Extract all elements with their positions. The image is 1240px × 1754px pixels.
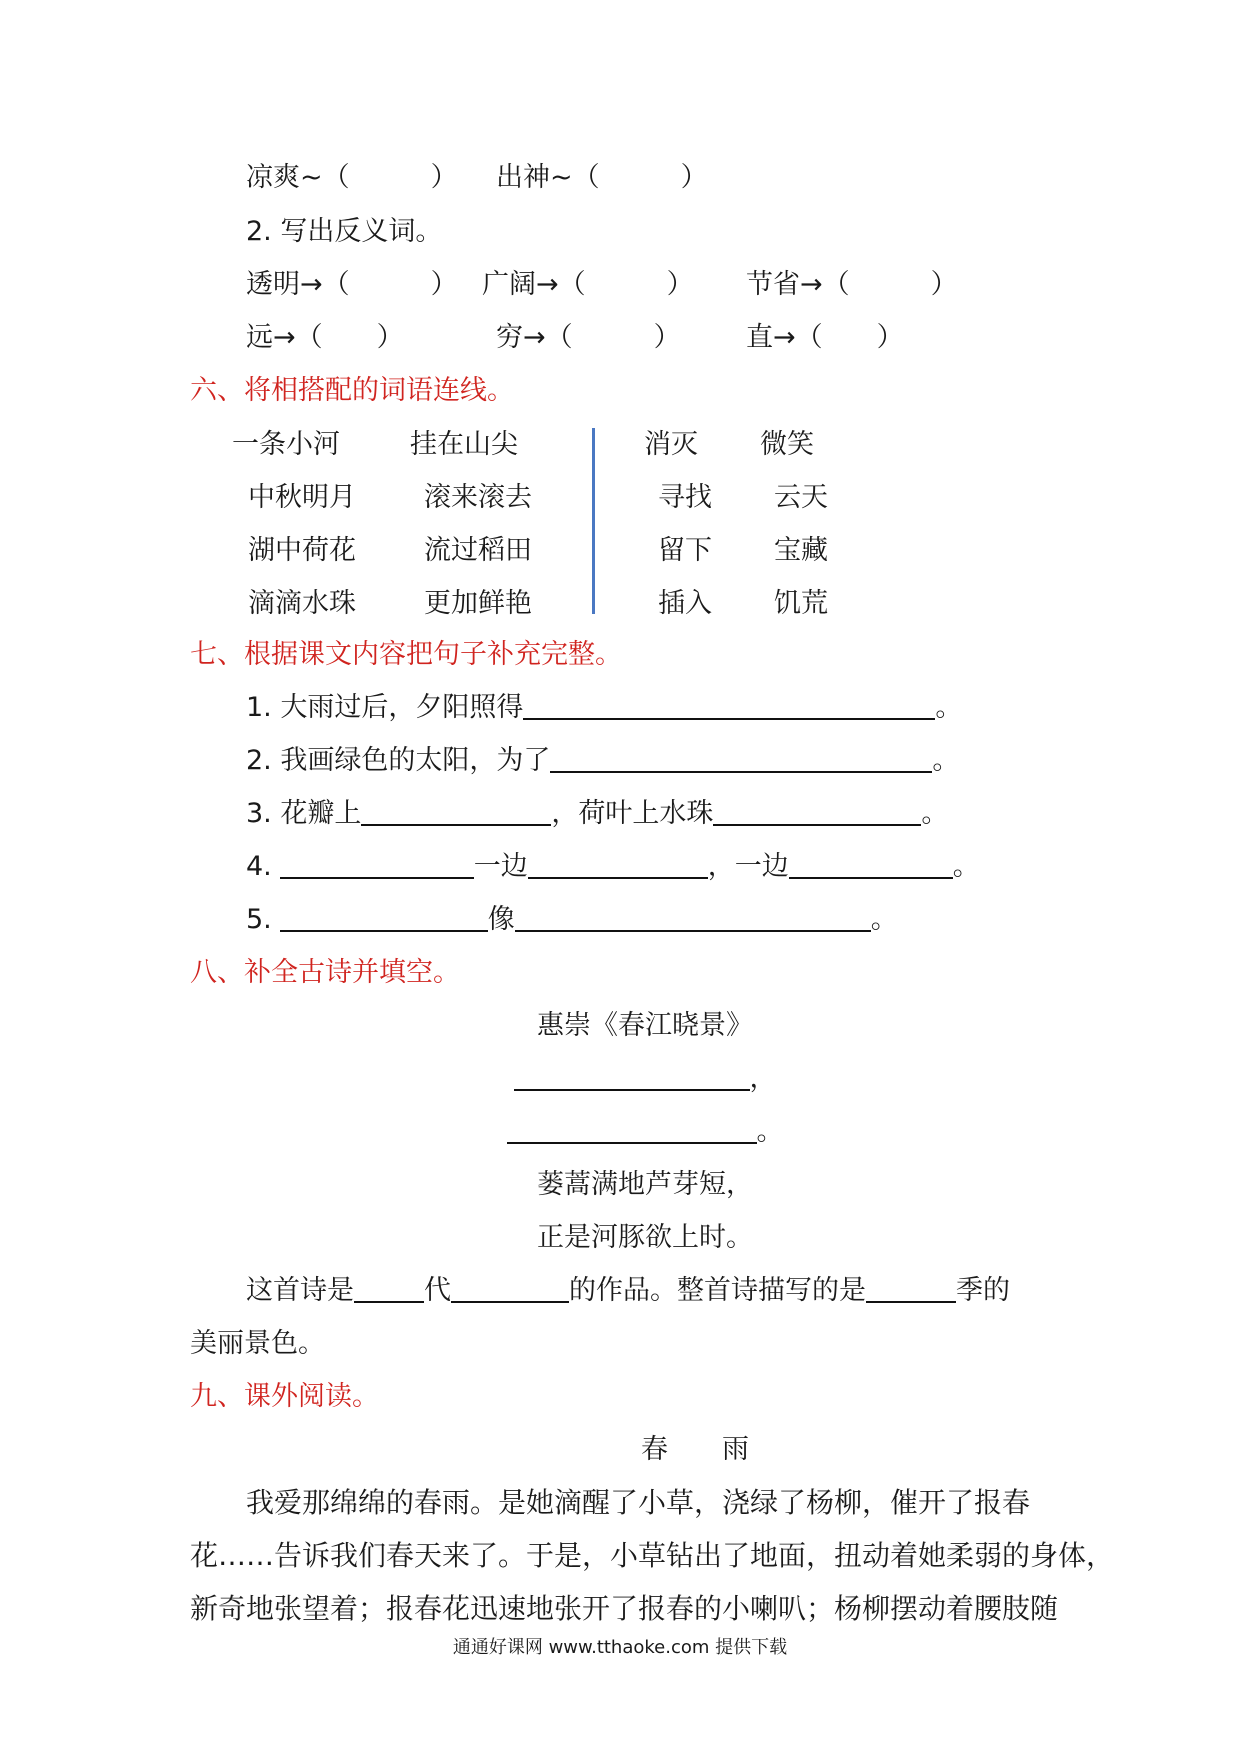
sentence-end: 。 [952, 851, 980, 882]
antonym-item: 直→（ ） [746, 322, 904, 353]
sentence-text: 5. [246, 904, 272, 935]
poem-punct: ， [749, 1063, 777, 1094]
match-word: 寻找 [658, 482, 712, 513]
sentence-end: 。 [921, 798, 949, 829]
antonym-item: 节省→（ ） [746, 269, 958, 300]
match-word: 饥荒 [774, 588, 828, 619]
match-word: 挂在山尖 [410, 429, 518, 460]
match-word: 滚来滚去 [424, 482, 532, 513]
page-footer: 通通好课网 www.tthaoke.com 提供下载 [452, 1637, 788, 1658]
sentence-4 [246, 849, 980, 885]
sentence-5 [246, 902, 898, 938]
question-text: 这首诗是 [246, 1275, 354, 1306]
match-word: 消灭 [644, 429, 698, 460]
sentence-3 [246, 796, 948, 832]
fill-blank[interactable] [550, 747, 932, 773]
section-heading: 七、根据课文内容把句子补充完整。 [190, 639, 622, 670]
fill-blank[interactable] [361, 800, 551, 826]
match-word: 滴滴水珠 [248, 588, 356, 619]
question-text: 代 [424, 1275, 451, 1306]
fill-blank[interactable] [789, 853, 953, 879]
fill-blank[interactable] [515, 906, 871, 932]
question-text: 季的 [956, 1275, 1010, 1306]
synonym-item: 凉爽~（ ） [246, 162, 458, 193]
match-word: 留下 [658, 535, 712, 566]
poem-line-4: 正是河豚欲上时。 [537, 1222, 753, 1253]
poem-question-cont: 美丽景色。 [190, 1328, 325, 1359]
match-word: 流过稻田 [424, 535, 532, 566]
divider-line [592, 428, 595, 614]
match-word: 云天 [774, 482, 828, 513]
poem-title: 惠崇《春江晓景》 [537, 1010, 753, 1041]
question-text: 的作品。整首诗描写的是 [569, 1275, 866, 1306]
sentence-text: 1. 大雨过后，夕阳照得 [246, 692, 524, 723]
sentence-text: 2. 我画绿色的太阳，为了 [246, 745, 551, 776]
antonym-item: 穷→（ ） [496, 322, 681, 353]
synonym-item: 出神~（ ） [496, 162, 708, 193]
antonym-item: 透明→（ ） [246, 269, 458, 300]
sentence-2 [246, 743, 959, 779]
article-title: 春 雨 [641, 1434, 749, 1465]
sentence-1 [246, 690, 962, 726]
match-word: 宝藏 [774, 535, 828, 566]
article-paragraph: 新奇地张望着；报春花迅速地张开了报春的小喇叭；杨柳摆动着腰肢随 [190, 1592, 1059, 1625]
section-heading: 六、将相搭配的词语连线。 [190, 375, 514, 406]
antonym-item: 远→（ ） [246, 322, 404, 353]
fill-blank[interactable] [354, 1277, 424, 1303]
fill-blank[interactable] [280, 906, 488, 932]
fill-blank[interactable] [713, 800, 921, 826]
fill-blank[interactable] [528, 853, 708, 879]
sentence-text: 4. [246, 851, 272, 882]
article-paragraph: 花……告诉我们春天来了。于是，小草钻出了地面，扭动着她柔弱的身体， [190, 1539, 1115, 1572]
poem-line-2 [0, 1114, 1240, 1150]
fill-blank[interactable] [451, 1277, 569, 1303]
fill-blank[interactable] [507, 1118, 757, 1144]
fill-blank[interactable] [280, 853, 474, 879]
sentence-text: ，荷叶上水珠 [551, 798, 714, 829]
match-word: 湖中荷花 [248, 535, 356, 566]
match-word: 中秋明月 [248, 482, 356, 513]
fill-blank[interactable] [866, 1277, 956, 1303]
match-word: 一条小河 [232, 429, 340, 460]
poem-line-3: 蒌蒿满地芦芽短， [537, 1169, 753, 1200]
section-heading: 八、补全古诗并填空。 [190, 957, 460, 988]
section-heading: 九、课外阅读。 [190, 1381, 379, 1412]
sentence-text: 一边 [473, 851, 528, 882]
sentence-text: 像 [487, 904, 515, 935]
poem-punct: 。 [756, 1116, 784, 1147]
fill-blank[interactable] [514, 1065, 750, 1091]
antonym-item: 广阔→（ ） [482, 269, 694, 300]
match-word: 更加鲜艳 [424, 588, 532, 619]
match-word: 插入 [658, 588, 712, 619]
poem-question [246, 1273, 1010, 1309]
question-title: 2. 写出反义词。 [246, 216, 443, 247]
sentence-end: 。 [932, 745, 960, 776]
sentence-text: ，一边 [707, 851, 789, 882]
match-word: 微笑 [760, 429, 814, 460]
fill-blank[interactable] [523, 694, 935, 720]
sentence-text: 3. 花瓣上 [246, 798, 362, 829]
sentence-end: 。 [935, 692, 963, 723]
sentence-end: 。 [870, 904, 898, 935]
poem-line-1 [0, 1061, 1240, 1097]
article-paragraph: 我爱那绵绵的春雨。是她滴醒了小草，浇绿了杨柳，催开了报春 [246, 1486, 1031, 1519]
